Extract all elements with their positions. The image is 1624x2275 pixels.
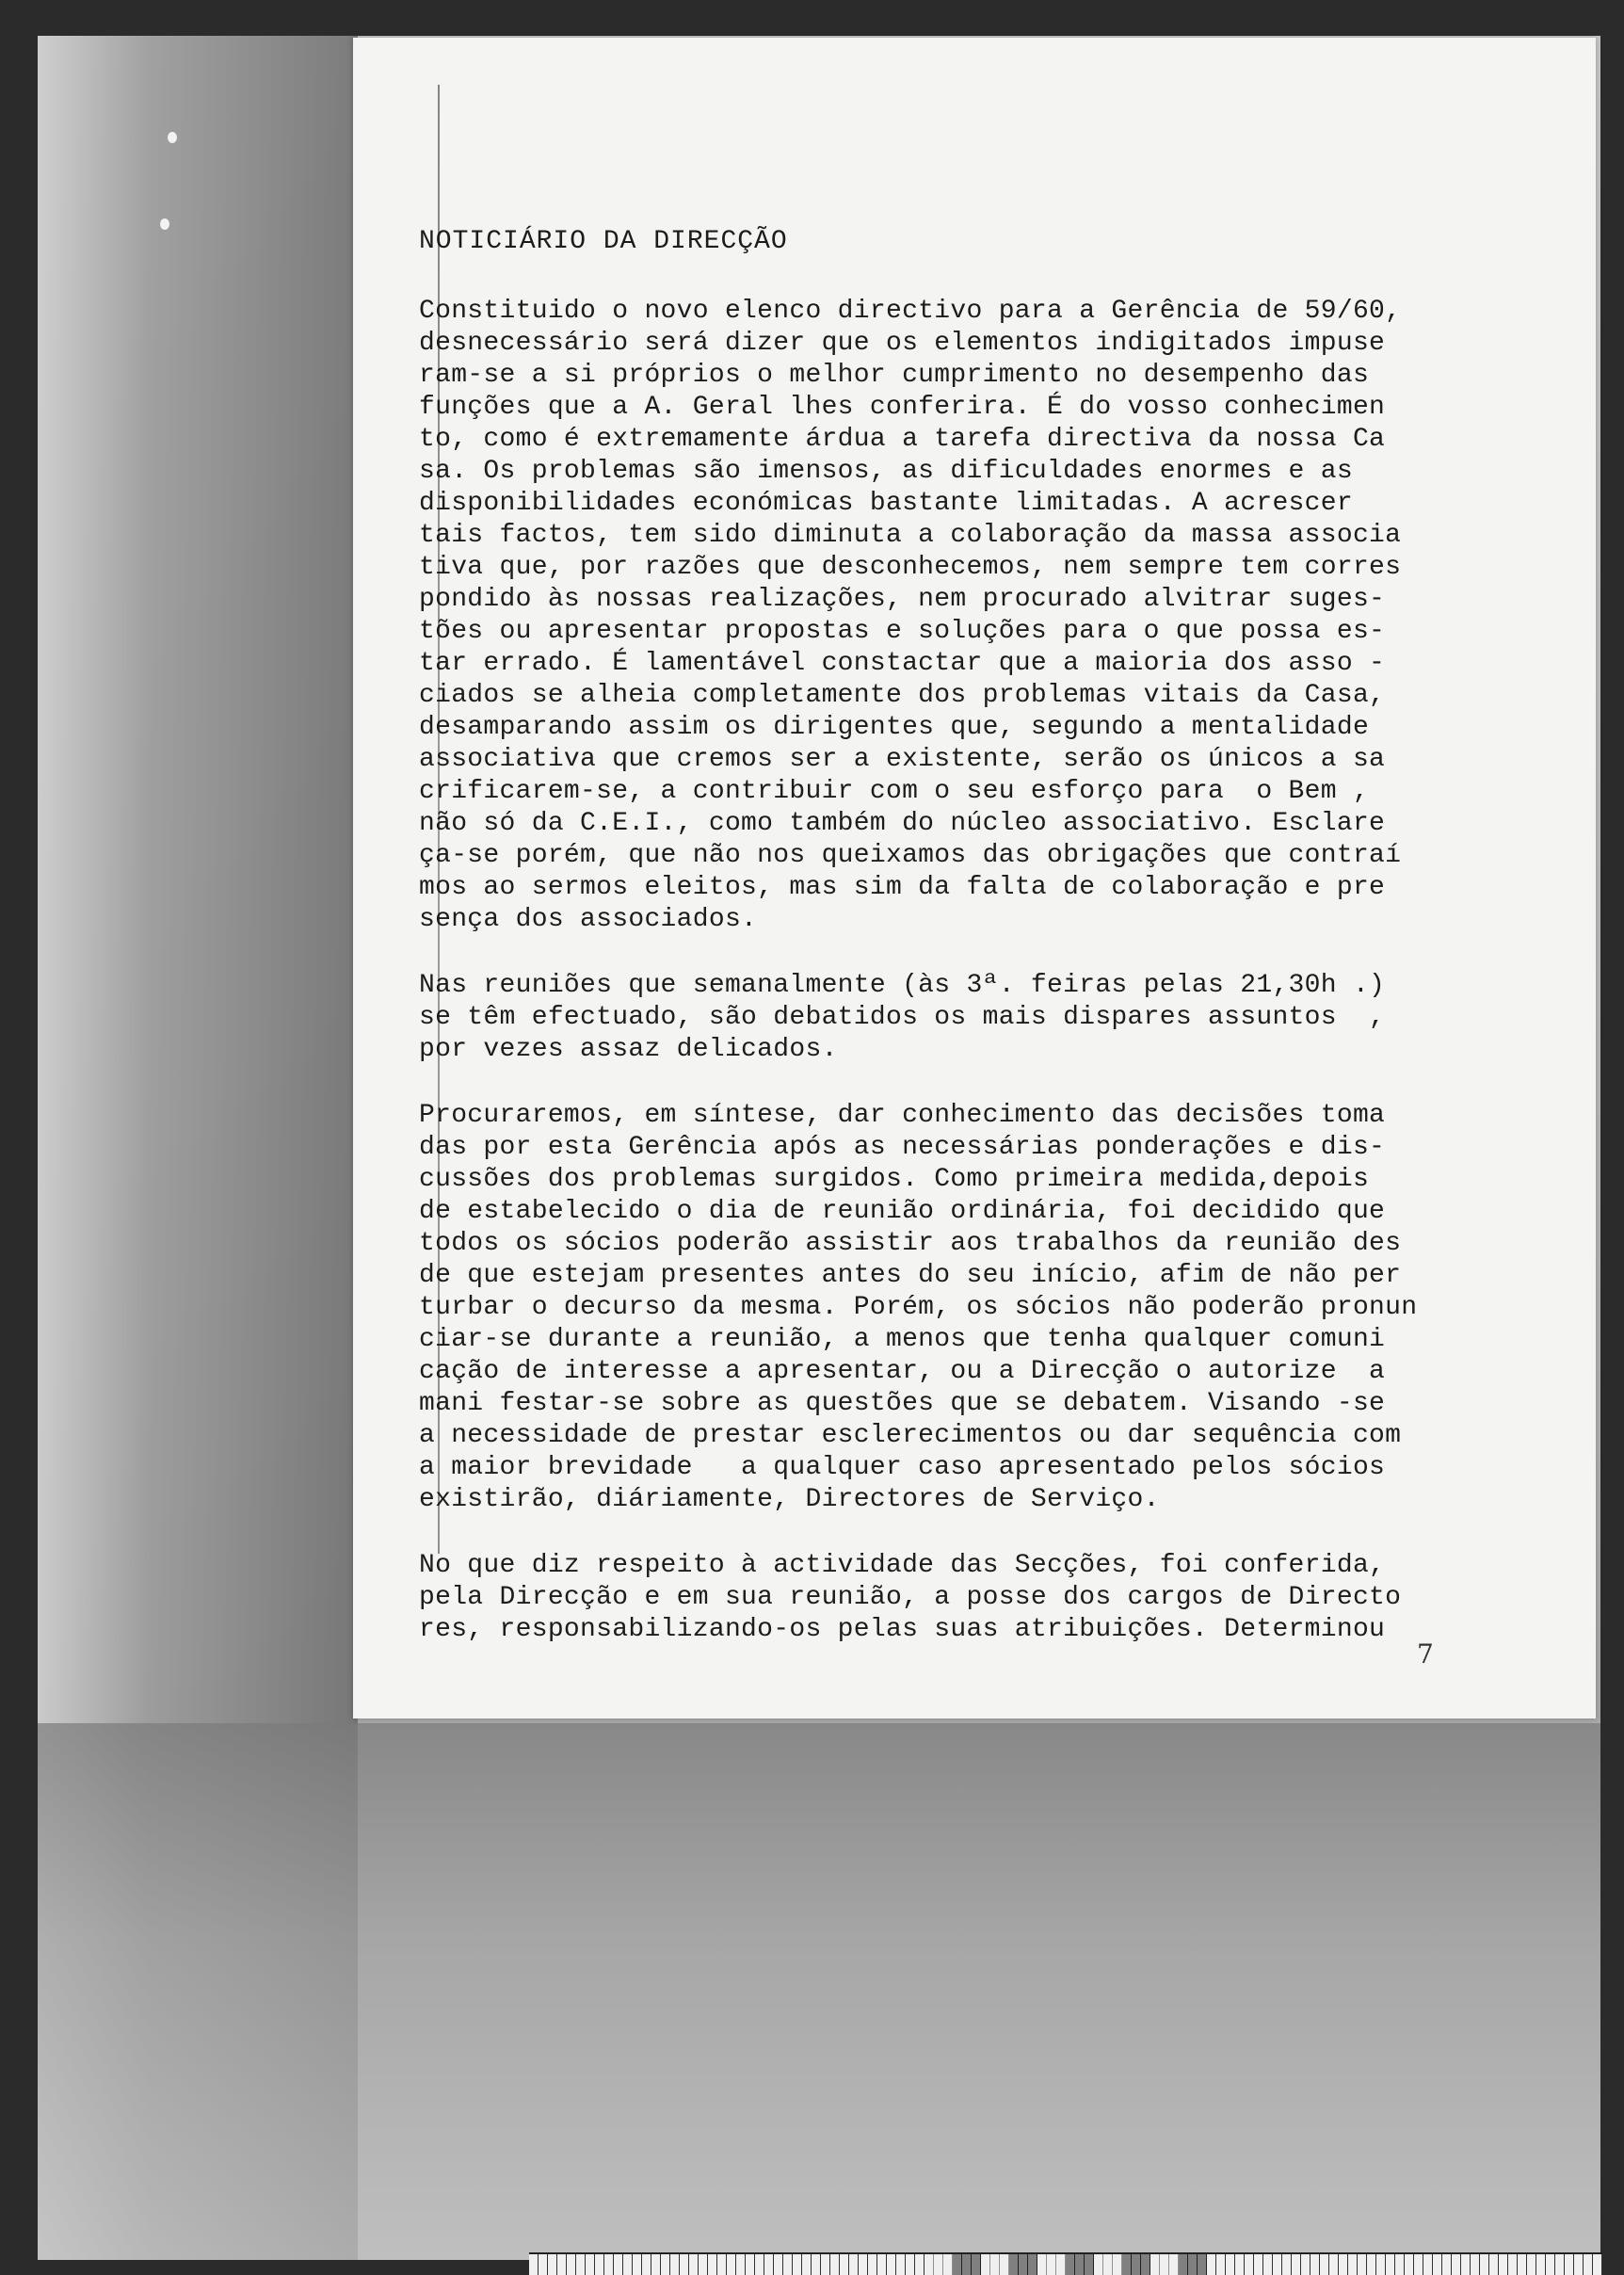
text-line: todos os sócios poderão assistir aos trabalhos da reunião des	[419, 1229, 1402, 1258]
text-line: ciar-se durante a reunião, a menos que tenha qualquer comuni	[419, 1325, 1386, 1354]
text-line: Procuraremos, em síntese, dar conhecimento das decisões toma	[419, 1101, 1386, 1130]
text-line: sença dos associados.	[419, 905, 758, 934]
text-line: de que estejam presentes antes do seu início, afim de não per	[419, 1261, 1402, 1290]
typewritten-page	[353, 38, 1596, 1718]
text-line: desamparando assim os dirigentes que, segundo a mentalidade	[419, 713, 1370, 742]
text-line: tões ou apresentar propostas e soluções para o que possa es-	[419, 617, 1386, 646]
text-line: das por esta Gerência após as necessárias ponderações e dis-	[419, 1133, 1386, 1162]
page-number: 7	[1417, 1638, 1434, 1670]
text-line: mos ao sermos eleitos, mas sim da falta de colaboração e pre	[419, 873, 1386, 902]
text-line: ram-se a si próprios o melhor cumprimento no desempenho das	[419, 361, 1370, 390]
text-line: associativa que cremos ser a existente, serão os únicos a sa	[419, 745, 1386, 774]
paragraph-2	[419, 970, 1568, 1066]
text-line: tiva que, por razões que desconhecemos, nem sempre tem corres	[419, 553, 1402, 582]
scan-shadow-bottom	[38, 1723, 1600, 2260]
text-line: existirão, diáriamente, Directores de Serviço.	[419, 1485, 1160, 1514]
punch-hole	[160, 218, 169, 230]
text-line: ça-se porém, que não nos queixamos das obrigações que contraí	[419, 841, 1402, 870]
document-body	[419, 226, 1568, 1680]
document-title: NOTICIÁRIO DA DIRECÇÃO	[419, 227, 788, 256]
scale-ruler	[529, 2252, 1602, 2275]
text-line: No que diz respeito à actividade das Secções, foi conferida,	[419, 1551, 1386, 1580]
text-line: Constituido o novo elenco directivo para a Gerência de 59/60,	[419, 297, 1402, 326]
text-line: mani festar-se sobre as questões que se debatem. Visando -se	[419, 1389, 1386, 1418]
text-line: de estabelecido o dia de reunião ordinária, foi decidido que	[419, 1197, 1386, 1226]
text-line: Nas reuniões que semanalmente (às 3ª. feiras pelas 21,30h .)	[419, 971, 1386, 1000]
text-line: por vezes assaz delicados.	[419, 1035, 838, 1064]
text-line: turbar o decurso da mesma. Porém, os sócios não poderão pronun	[419, 1293, 1418, 1322]
text-line: cação de interesse a apresentar, ou a Direcção o autorize a	[419, 1357, 1386, 1386]
text-line: crificarem-se, a contribuir com o seu esforço para o Bem ,	[419, 777, 1370, 806]
text-line: disponibilidades económicas bastante limitadas. A acrescer	[419, 489, 1353, 518]
text-line: tais factos, tem sido diminuta a colaboração da massa associa	[419, 521, 1402, 550]
text-line: não só da C.E.I., como também do núcleo associativo. Esclare	[419, 809, 1386, 838]
paragraph-1	[419, 296, 1568, 936]
paragraph-3	[419, 1100, 1568, 1516]
text-line: to, como é extremamente árdua a tarefa directiva da nossa Ca	[419, 425, 1386, 454]
text-line: pela Direcção e em sua reunião, a posse dos cargos de Directo	[419, 1583, 1402, 1612]
text-line: tar errado. É lamentável constactar que a maioria dos asso -	[419, 649, 1386, 678]
text-line: res, responsabilizando-os pelas suas atribuições. Determinou	[419, 1615, 1386, 1644]
text-line: a maior brevidade a qualquer caso apresentado pelos sócios	[419, 1453, 1386, 1482]
text-line: funções que a A. Geral lhes conferira. É do vosso conhecimen	[419, 393, 1386, 422]
punch-hole	[168, 132, 177, 143]
text-line: se têm efectuado, são debatidos os mais dispares assuntos ,	[419, 1003, 1386, 1032]
text-line: a necessidade de prestar esclerecimentos ou dar sequência com	[419, 1421, 1402, 1450]
text-line: cussões dos problemas surgidos. Como primeira medida,depois	[419, 1165, 1370, 1194]
paragraph-4	[419, 1550, 1568, 1646]
text-line: sa. Os problemas são imensos, as dificuldades enormes e as	[419, 457, 1353, 486]
text-line: desnecessário será dizer que os elementos indigitados impuse	[419, 329, 1386, 358]
text-line: pondido às nossas realizações, nem procurado alvitrar suges-	[419, 585, 1386, 614]
text-line: ciados se alheia completamente dos problemas vitais da Casa,	[419, 681, 1386, 710]
